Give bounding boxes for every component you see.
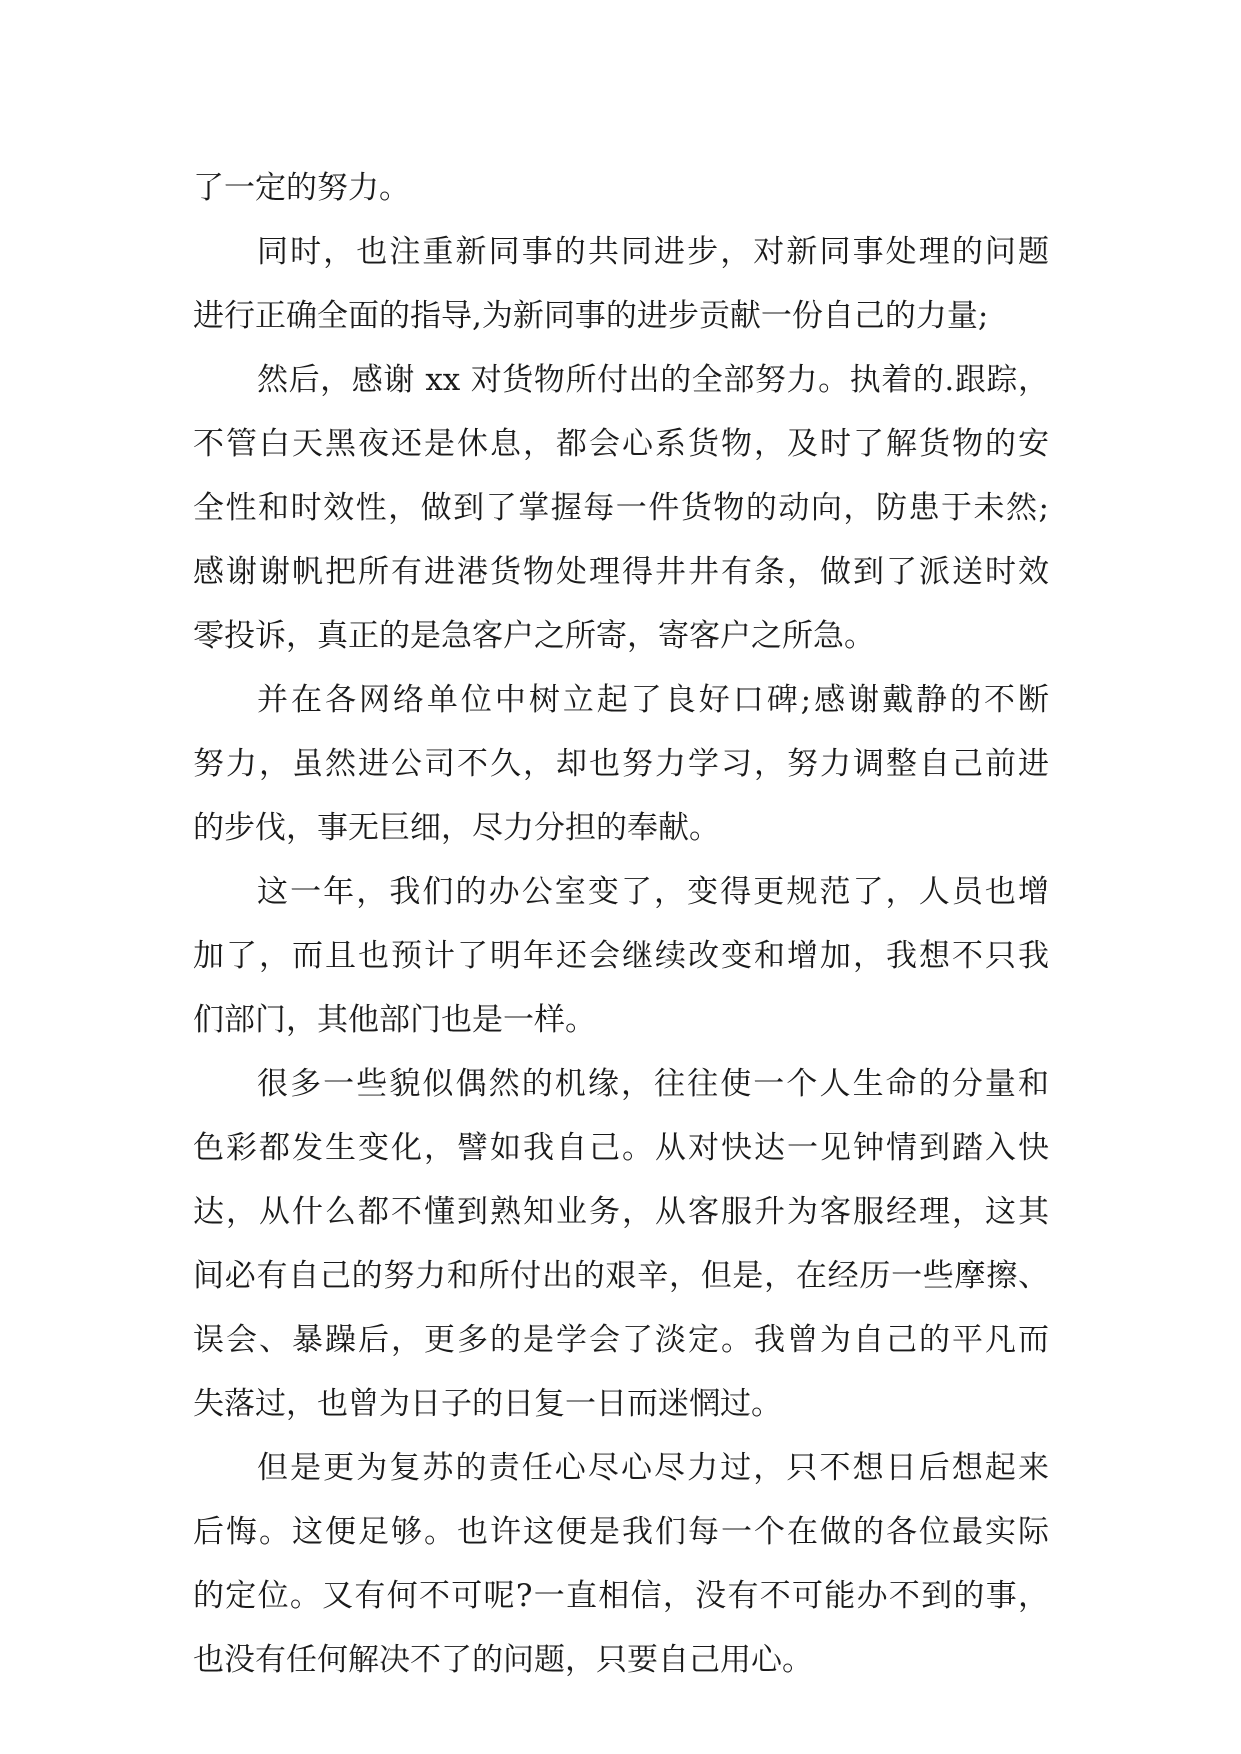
text-line: 了一定的努力。 (193, 170, 410, 206)
text-line: 间必有自己的努力和所付出的艰辛，但是，在经历一些摩擦、 (193, 1258, 1049, 1294)
text-line: 误会、暴躁后，更多的是学会了淡定。我曾为自己的平凡而 (193, 1322, 1049, 1358)
text-line: 很多一些貌似偶然的机缘，往往使一个人生命的分量和 (257, 1066, 1049, 1102)
text-line: 的步伐，事无巨细，尽力分担的奉献。 (193, 810, 720, 846)
text-line: 加了，而且也预计了明年还会继续改变和增加，我想不只我 (193, 938, 1049, 974)
text-line: 努力，虽然进公司不久，却也努力学习，努力调整自己前进 (193, 746, 1049, 782)
text-line: 的定位。又有何不可呢?一直相信，没有不可能办不到的事， (193, 1578, 1049, 1614)
text-line: 然后，感谢 xx 对货物所付出的全部努力。执着的.跟踪， (257, 362, 1049, 398)
text-line: 不管白天黑夜还是休息，都会心系货物，及时了解货物的安 (193, 426, 1049, 462)
text-line: 零投诉，真正的是急客户之所寄，寄客户之所急。 (193, 618, 875, 654)
text-line: 也没有任何解决不了的问题，只要自己用心。 (193, 1642, 813, 1678)
text-line: 并在各网络单位中树立起了良好口碑;感谢戴静的不断 (257, 682, 1049, 718)
text-line: 们部门，其他部门也是一样。 (193, 1002, 596, 1038)
text-line: 同时，也注重新同事的共同进步，对新同事处理的问题 (257, 234, 1049, 270)
text-line: 这一年，我们的办公室变了，变得更规范了，人员也增 (257, 874, 1049, 910)
text-line: 全性和时效性，做到了掌握每一件货物的动向，防患于未然; (193, 490, 1049, 526)
text-line: 色彩都发生变化，譬如我自己。从对快达一见钟情到踏入快 (193, 1130, 1049, 1166)
body-text (193, 156, 1049, 1692)
text-line: 后悔。这便足够。也许这便是我们每一个在做的各位最实际 (193, 1514, 1049, 1550)
text-line: 感谢谢帆把所有进港货物处理得井井有条，做到了派送时效 (193, 554, 1049, 590)
text-line: 失落过，也曾为日子的日复一日而迷惘过。 (193, 1386, 782, 1422)
text-line: 进行正确全面的指导,为新同事的进步贡献一份自己的力量; (193, 298, 989, 334)
text-line: 但是更为复苏的责任心尽心尽力过，只不想日后想起来 (257, 1450, 1049, 1486)
text-line: 达，从什么都不懂到熟知业务，从客服升为客服经理，这其 (193, 1194, 1049, 1230)
